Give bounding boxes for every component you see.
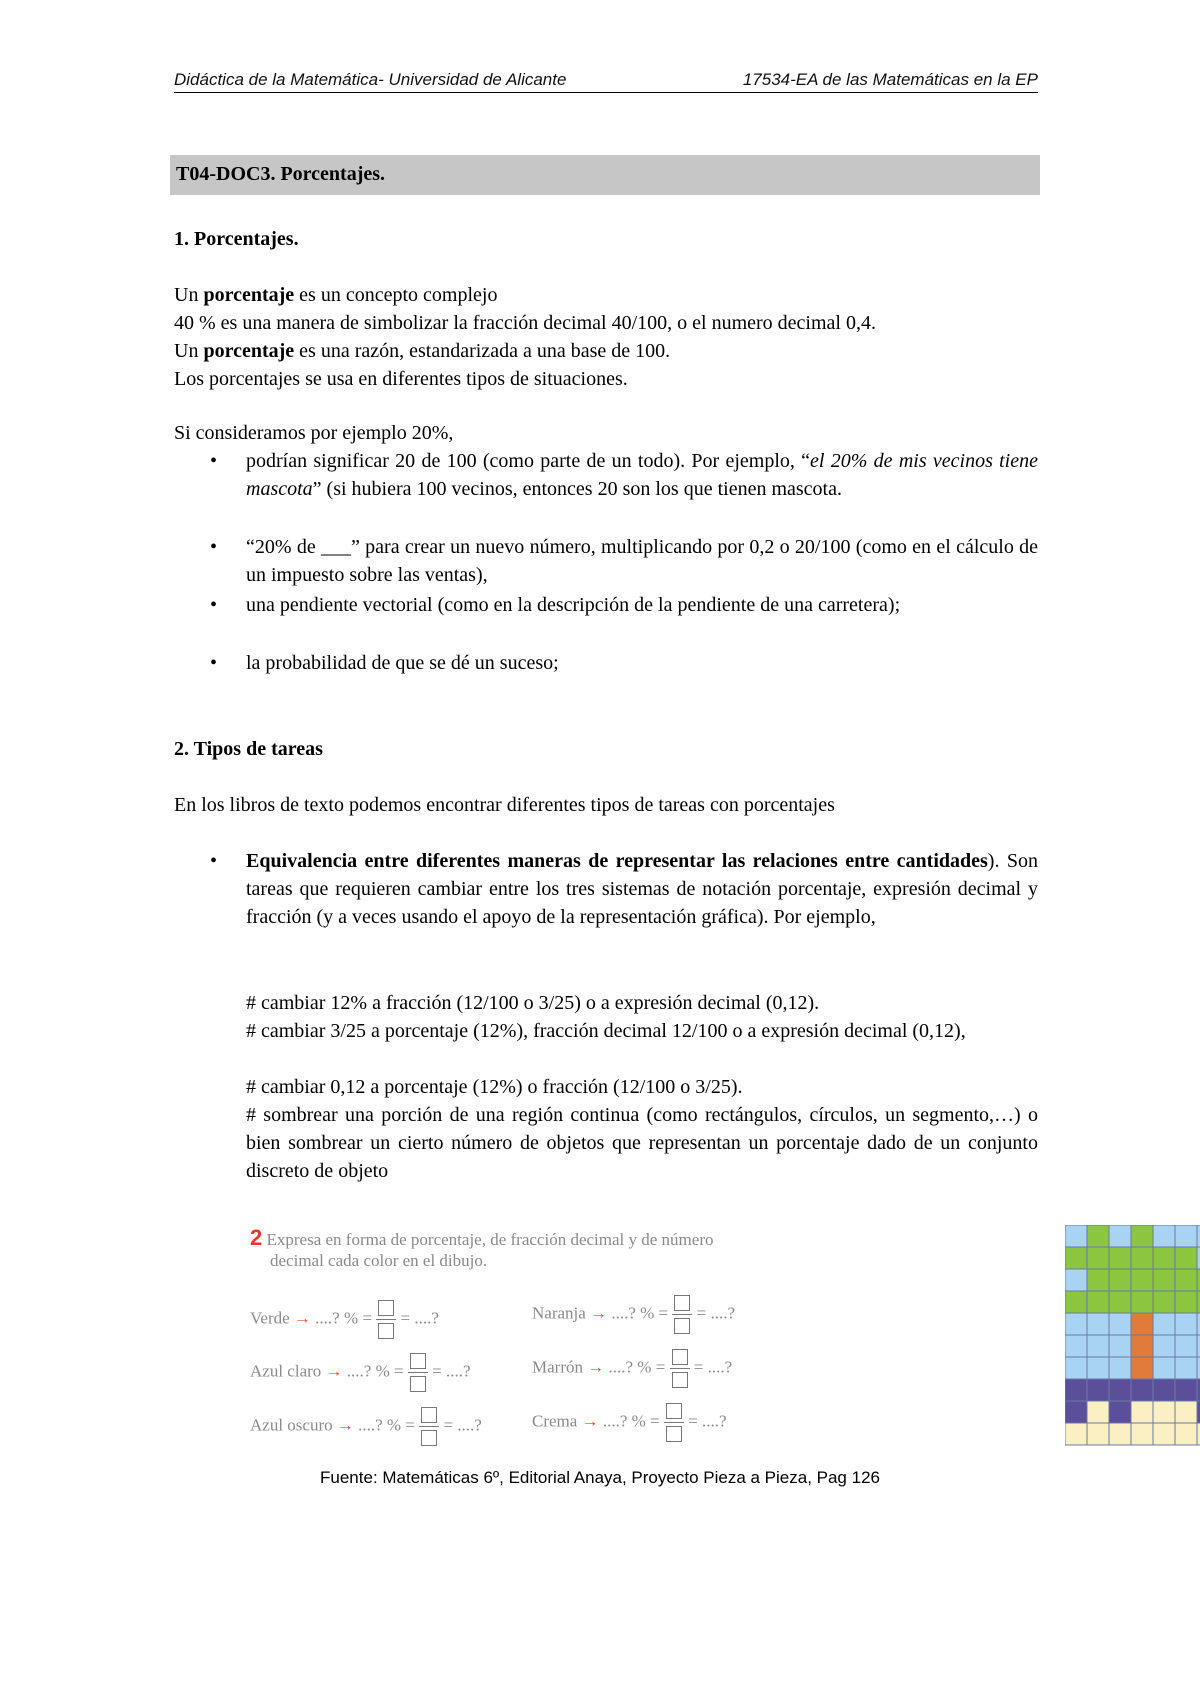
grid-cell xyxy=(1087,1379,1109,1401)
pixel-grid-drawing xyxy=(1065,1225,1200,1470)
grid-cell xyxy=(1109,1291,1131,1313)
grid-cell xyxy=(1065,1313,1087,1335)
para-line4: Los porcentajes se usa en diferentes tipos de situaciones. xyxy=(174,368,628,390)
grid-cell xyxy=(1109,1357,1131,1379)
section2-intro: En los libros de texto podemos encontrar diferentes tipos de tareas con porcentajes xyxy=(174,794,835,816)
grid-cell xyxy=(1065,1357,1087,1379)
grid-cell xyxy=(1175,1335,1197,1357)
fraction-box[interactable] xyxy=(672,1295,692,1334)
grid-cell xyxy=(1153,1401,1175,1423)
instruction-line2: decimal cada color en el dibujo. xyxy=(270,1251,488,1270)
arrow-icon: → xyxy=(336,1415,354,1435)
grid-cell xyxy=(1175,1269,1197,1291)
blank-decimal: ....? xyxy=(414,1308,439,1328)
blank-percent: ....? % xyxy=(358,1415,402,1435)
grid-cell xyxy=(1087,1357,1109,1379)
grid-cell xyxy=(1175,1247,1197,1269)
para-line3: Un porcentaje es una razón, estandarizada a una base de 100. xyxy=(174,340,671,362)
color-label: Azul oscuro xyxy=(250,1415,333,1435)
grid-cell xyxy=(1087,1313,1109,1335)
grid-cell xyxy=(1131,1379,1153,1401)
fraction-box[interactable] xyxy=(408,1353,428,1392)
blank-decimal: ....? xyxy=(701,1411,727,1431)
bullet-3: una pendiente vectorial (como en la descripción de la pendiente de una carretera); xyxy=(246,594,901,616)
grid-cell xyxy=(1065,1291,1087,1313)
arrow-icon: → xyxy=(325,1361,343,1381)
header-right: 17534-EA de las Matemáticas en la EP xyxy=(742,70,1038,89)
grid-cell xyxy=(1175,1225,1197,1247)
grid-cell xyxy=(1175,1313,1197,1335)
fraction-box[interactable] xyxy=(670,1349,690,1388)
grid-cell xyxy=(1087,1269,1109,1291)
section1-heading: 1. Porcentajes. xyxy=(174,228,299,250)
bullet-dot: • xyxy=(210,536,218,558)
bullet-dot: • xyxy=(210,450,218,472)
bullet-equivalencia: Equivalencia entre diferentes maneras de representar las relaciones entre cantidades). Son tareas que requieren cambiar entre los tres sistemas de notación porcentaje, expresión decimal y fracción (y a veces usando el apoyo de la representación gráfica). Por ejemplo, xyxy=(246,850,1038,928)
document-title: T04-DOC3. Porcentajes. xyxy=(170,155,1040,195)
exercise-number: 2 xyxy=(250,1225,263,1250)
blank-decimal: ....? xyxy=(710,1303,736,1323)
exercise-instruction xyxy=(250,1225,713,1271)
blank-decimal: ....? xyxy=(457,1415,482,1435)
fraction-box[interactable] xyxy=(664,1403,684,1442)
color-label: Crema xyxy=(532,1411,578,1431)
grid-cell xyxy=(1153,1335,1175,1357)
grid-cell xyxy=(1175,1423,1197,1445)
grid-cell xyxy=(1065,1247,1087,1269)
grid-cell xyxy=(1175,1357,1197,1379)
grid-cell xyxy=(1153,1313,1175,1335)
header-left: Didáctica de la Matemática- Universidad de Alicante xyxy=(174,70,567,89)
grid-cell xyxy=(1131,1423,1153,1445)
grid-cell xyxy=(1087,1291,1109,1313)
grid-cell xyxy=(1153,1225,1175,1247)
fraction-box[interactable] xyxy=(376,1300,396,1339)
exercise-row: Naranja → ....? % = = ....? xyxy=(532,1295,735,1334)
grid-cell xyxy=(1131,1401,1153,1423)
bullet-4: la probabilidad de que se dé un suceso; xyxy=(246,652,559,674)
color-label: Verde xyxy=(250,1308,290,1328)
grid-cell xyxy=(1153,1269,1175,1291)
grid-cell xyxy=(1087,1423,1109,1445)
para-line2: 40 % es una manera de simbolizar la fracción decimal 40/100, o el numero decimal 0,4. xyxy=(174,312,876,334)
grid-cell xyxy=(1153,1291,1175,1313)
bullet-1: podrían significar 20 de 100 (como parte de un todo). Por ejemplo, “el 20% de mis vecinos tiene mascota” (si hubiera 100 vecinos, entonces 20 son los que tienen mascota. xyxy=(246,450,1038,500)
grid-cell xyxy=(1109,1313,1131,1335)
grid-cell xyxy=(1109,1269,1131,1291)
exercise-row: Verde → ....? % = = ....? xyxy=(250,1300,439,1339)
section2-heading: 2. Tipos de tareas xyxy=(174,738,323,760)
grid-cell xyxy=(1065,1225,1087,1247)
grid-cell xyxy=(1131,1357,1153,1379)
grid-cell xyxy=(1065,1335,1087,1357)
grid-cell xyxy=(1087,1225,1109,1247)
grid-cell xyxy=(1153,1357,1175,1379)
bullet-dot: • xyxy=(210,594,218,616)
grid-cell xyxy=(1109,1401,1131,1423)
grid-cell xyxy=(1065,1269,1087,1291)
grid-cell xyxy=(1087,1335,1109,1357)
grid-cell xyxy=(1065,1401,1087,1423)
example-4: # sombrear una porción de una región continua (como rectángulos, círculos, un segmento,…) o bien sombrear un cierto número de objetos que representan un porcentaje dado de un conjunto discreto de objeto xyxy=(246,1104,1038,1182)
tree-grid-image xyxy=(1065,1225,1200,1465)
exercise-row: Crema → ....? % = = ....? xyxy=(532,1403,727,1442)
blank-percent: ....? % xyxy=(315,1308,359,1328)
grid-cell xyxy=(1109,1379,1131,1401)
exercise-row: Azul oscuro → ....? % = = ....? xyxy=(250,1407,482,1446)
grid-cell xyxy=(1153,1379,1175,1401)
color-label: Marrón xyxy=(532,1357,583,1377)
blank-percent: ....? % xyxy=(602,1411,646,1431)
grid-cell xyxy=(1175,1291,1197,1313)
grid-cell xyxy=(1131,1269,1153,1291)
color-label: Naranja xyxy=(532,1303,586,1323)
grid-cell xyxy=(1131,1291,1153,1313)
fraction-box[interactable] xyxy=(419,1407,439,1446)
blank-percent: ....? % xyxy=(346,1361,390,1381)
grid-cell xyxy=(1131,1247,1153,1269)
arrow-icon: → xyxy=(293,1308,311,1328)
grid-cell xyxy=(1153,1247,1175,1269)
grid-cell xyxy=(1109,1225,1131,1247)
grid-cell xyxy=(1109,1423,1131,1445)
blank-percent: ....? % xyxy=(608,1357,652,1377)
grid-cell xyxy=(1087,1247,1109,1269)
textbook-figure xyxy=(250,1225,1050,1470)
page-header xyxy=(174,70,1038,93)
grid-cell xyxy=(1065,1423,1087,1445)
example-intro: Si consideramos por ejemplo 20%, xyxy=(174,422,454,444)
grid-cell xyxy=(1131,1335,1153,1357)
arrow-icon: → xyxy=(587,1357,605,1377)
blank-decimal: ....? xyxy=(445,1361,471,1381)
grid-cell xyxy=(1065,1379,1087,1401)
exercise-row: Azul claro → ....? % = = ....? xyxy=(250,1353,470,1392)
color-label: Azul claro xyxy=(250,1361,322,1381)
grid-cell xyxy=(1175,1401,1197,1423)
arrow-icon: → xyxy=(590,1303,608,1323)
arrow-icon: → xyxy=(581,1411,599,1431)
grid-cell xyxy=(1153,1423,1175,1445)
instruction-line1: Expresa en forma de porcentaje, de fracción decimal y de número xyxy=(266,1230,714,1249)
para-line1: Un porcentaje es un concepto complejo xyxy=(174,284,498,306)
figure-source: Fuente: Matemáticas 6º, Editorial Anaya, Proyecto Pieza a Pieza, Pag 126 xyxy=(320,1468,880,1487)
grid-cell xyxy=(1131,1225,1153,1247)
example-1: # cambiar 12% a fracción (12/100 o 3/25) o a expresión decimal (0,12). xyxy=(246,992,820,1014)
bullet-dot: • xyxy=(210,652,218,674)
grid-cell xyxy=(1087,1401,1109,1423)
bullet-2: “20% de ___” para crear un nuevo número, multiplicando por 0,2 o 20/100 (como en el cálculo de un impuesto sobre las ventas), xyxy=(246,536,1038,586)
grid-cell xyxy=(1109,1247,1131,1269)
blank-percent: ....? % xyxy=(611,1303,655,1323)
example-2: # cambiar 3/25 a porcentaje (12%), fracción decimal 12/100 o a expresión decimal (0,12), xyxy=(246,1020,966,1042)
grid-cell xyxy=(1109,1335,1131,1357)
grid-cell xyxy=(1131,1313,1153,1335)
exercise-row: Marrón → ....? % = = ....? xyxy=(532,1349,732,1388)
blank-decimal: ....? xyxy=(707,1357,733,1377)
grid-cell xyxy=(1175,1379,1197,1401)
bullet-dot: • xyxy=(210,850,218,872)
example-3: # cambiar 0,12 a porcentaje (12%) o fracción (12/100 o 3/25). xyxy=(246,1076,743,1098)
